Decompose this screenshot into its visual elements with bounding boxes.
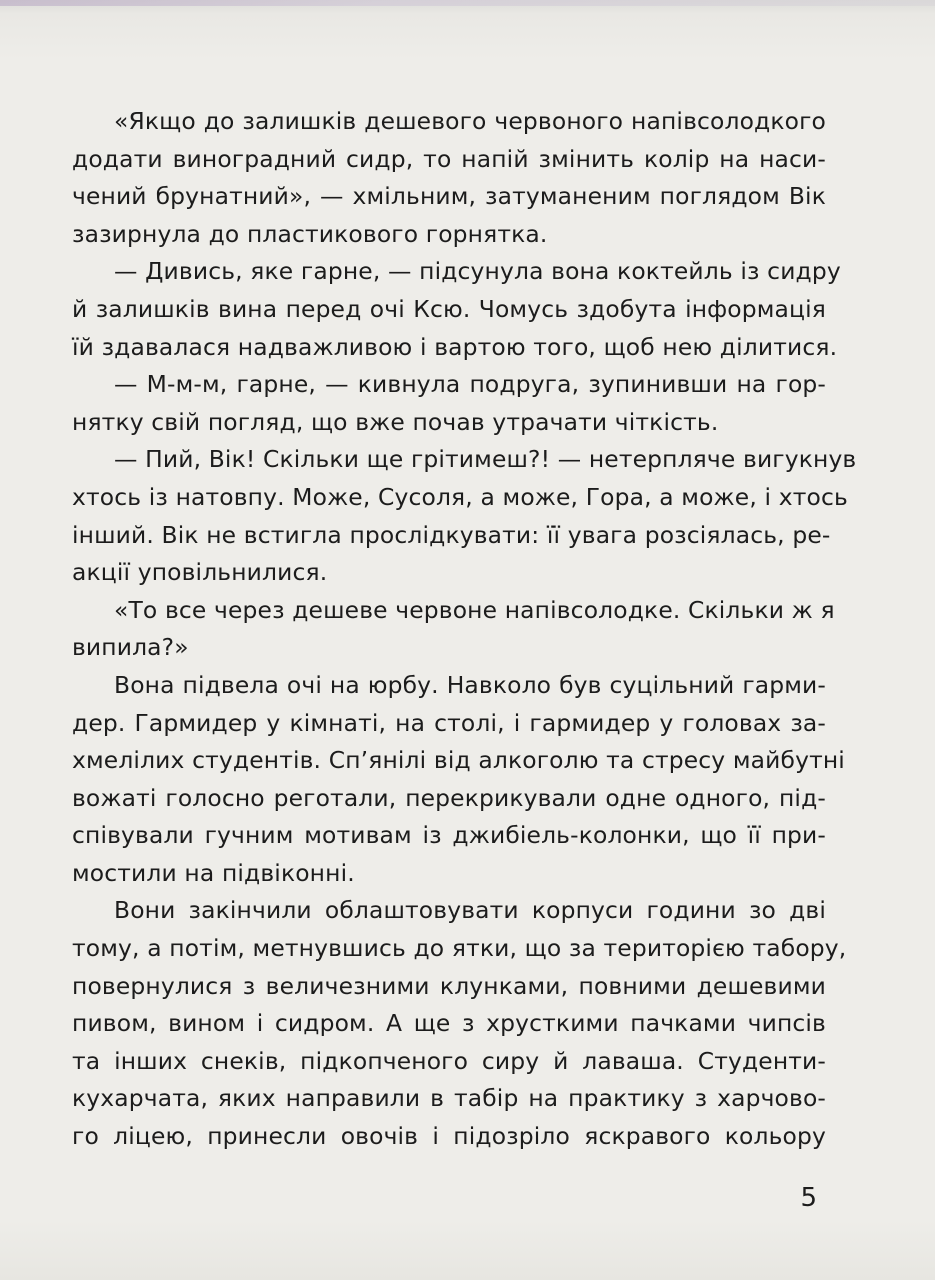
text-line: акції уповільнилися. [72, 558, 328, 587]
text-line: Вони закінчили облаштовувати корпуси години зо дві [114, 896, 826, 925]
text-line: — Пий, Вік! Скільки ще грітимеш?! — нетерпляче вигукнув [114, 445, 857, 474]
text-line: кухарчата, яких направили в табір на практику з харчово- [72, 1084, 826, 1113]
text-line: дер. Гармидер у кімнаті, на столі, і гармидер у головах за- [72, 708, 826, 737]
text-line: го ліцею, принесли овочів і підозріло яскравого кольору [72, 1122, 826, 1151]
text-line: пивом, вином і сидром. А ще з хрусткими пачками чипсів [72, 1009, 826, 1038]
text-line: хмелілих студентів. Сп’янілі від алкоголю та стресу майбутні [72, 746, 845, 775]
body-text [72, 103, 857, 1156]
text-line: зазирнула до пластикового горнятка. [72, 219, 548, 248]
text-line: та інших снеків, підкопченого сиру й лаваша. Студенти- [72, 1046, 826, 1075]
text-line: випила?» [72, 633, 189, 662]
text-line: мостили на підвіконні. [72, 858, 355, 887]
text-line: й залишків вина перед очі Ксю. Чомусь здобута інформація [72, 294, 826, 323]
text-line: «Якщо до залишків дешевого червоного напівсолодкого [114, 107, 826, 135]
text-line: їй здавалася надважливою і вартою того, щоб нею ділитися. [72, 332, 838, 361]
text-line: інший. Вік не встигла прослідкувати: її увага розсіялась, ре- [72, 520, 831, 549]
text-line: співували гучним мотивам із джибіель-колонки, що її при- [72, 821, 826, 850]
text-line: «То все через дешеве червоне напівсолодке. Скільки ж я [114, 595, 835, 624]
text-line: тому, а потім, метнувшись до ятки, що за територією табору, [72, 934, 847, 963]
text-line: Вона підвела очі на юрбу. Навколо був суцільний гарми- [114, 670, 826, 699]
text-line: вожаті голосно реготали, перекрикували одне одного, під- [72, 783, 826, 812]
text-line: повернулися з величезними клунками, повними дешевими [72, 971, 826, 1000]
text-line: — М-м-м, гарне, — кивнула подруга, зупинивши на гор- [114, 370, 826, 399]
text-line: хтось із натовпу. Може, Сусоля, а може, Гора, а може, і хтось [72, 482, 848, 511]
text-line: нятку свій погляд, що вже почав утрачати чіткість. [72, 407, 719, 436]
page-top-edge [0, 0, 935, 6]
text-line: чений брунатний», — хмільним, затуманеним поглядом Вік [72, 182, 826, 211]
text-line: додати виноградний сидр, то напій змінить колір на наси- [72, 144, 826, 173]
page-number: 5 [800, 1183, 817, 1213]
text-line: — Дивись, яке гарне, — підсунула вона коктейль із сидру [114, 257, 841, 286]
